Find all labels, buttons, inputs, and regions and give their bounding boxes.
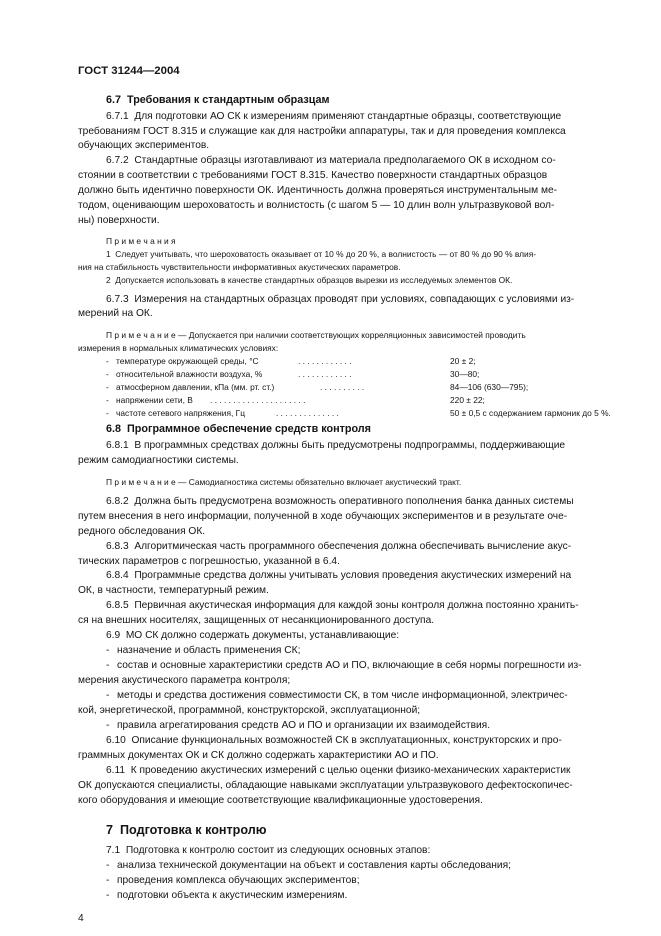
note-line: 2 Допускается использовать в качестве стандартных образцов вырезки из исследуемых элементов ОК. (106, 275, 513, 285)
list-item: подготовки объекта к акустическим измерениям. (117, 890, 348, 901)
list-dash: - (106, 720, 110, 731)
paragraph-line: 6.8.5 Первичная акустическая информация для каждой зоны контроля должна постоянно хранить- (106, 600, 579, 611)
paragraph-line: тодом, оценивающим шероховатость и волнистость (с шагом 5 — 10 длин волн ультразвуковой вол- (78, 200, 555, 211)
list-item-continuation: кой, энергетической, программной, конструкторской, эксплуатационной; (78, 705, 421, 716)
list-dash: - (106, 382, 109, 392)
paragraph-line: ны) поверхности. (78, 215, 160, 226)
list-dash: - (106, 408, 109, 418)
section-heading-7: 7 Подготовка к контролю (106, 823, 267, 837)
paragraph-line: 6.8.1 В программных средствах должны быть предусмотрены подпрограммы, поддерживающие (106, 440, 566, 451)
list-dash: - (106, 395, 109, 405)
condition-label: относительной влажности воздуха, % (116, 369, 263, 379)
condition-value: 220 ± 22; (450, 395, 485, 405)
paragraph-line: мерений на ОК. (78, 308, 153, 319)
list-item: назначение и область применения СК; (117, 645, 301, 656)
paragraph-line: 6.8.2 Должна быть предусмотрена возможность оперативного пополнения банка данных системы (106, 496, 574, 507)
note-line: ния на стабильность чувствительности информативных акустических параметров. (78, 262, 401, 272)
condition-value: 84—106 (630—795); (450, 382, 529, 392)
paragraph-line: ОК, в частности, температурный режим. (78, 585, 269, 596)
document-header: ГОСТ 31244—2004 (78, 65, 180, 77)
list-item-continuation: мерения акустического параметра контроля; (78, 675, 291, 686)
paragraph-line: 6.7.3 Измерения на стандартных образцах проводят при условиях, совпадающих с условиями из- (106, 294, 575, 305)
condition-leader-dots: . . . . . . . . . . . . . . . . . . . . . (210, 395, 306, 405)
condition-label: напряжении сети, В (116, 395, 193, 405)
condition-label: частоте сетевого напряжения, Гц (116, 408, 245, 418)
paragraph-line: ОК допускаются специалисты, обладающие навыками эксплуатации ультразвукового дефектоскопичес- (78, 780, 573, 791)
condition-label: температуре окружающей среды, °С (116, 356, 259, 366)
paragraph-line: ся на внешних носителях, защищенных от несанкционированного доступа. (78, 615, 435, 626)
paragraph-line: тических параметров с погрешностью, указанной в 6.4. (78, 556, 340, 567)
condition-label: атмосферном давлении, кПа (мм. рт. ст.) (116, 382, 275, 392)
section-heading-6-7: 6.7 Требования к стандартным образцам (106, 94, 330, 106)
condition-value: 30—80; (450, 369, 480, 379)
list-item: состав и основные характеристики средств АО и ПО, включающие в себя нормы погрешности из- (117, 660, 582, 671)
paragraph-line: 7.1 Подготовка к контролю состоит из следующих основных этапов: (106, 845, 431, 856)
paragraph-line: должно быть идентично поверхности ОК. Идентичность должна проверяться инструментальным ме- (78, 185, 558, 196)
list-item: проведения комплекса обучающих экспериментов; (117, 875, 360, 886)
list-dash: - (106, 369, 109, 379)
note-line: 1 Следует учитывать, что шероховатость оказывает от 10 % до 20 %, а волнистость — от 80 % до 90 % влия- (106, 249, 537, 259)
paragraph-line: 6.8.3 Алгоритмическая часть программного обеспечения должна обеспечивать вычисление акус- (106, 541, 572, 552)
paragraph-line: 6.7.2 Стандартные образцы изготавливают из материала предполагаемого ОК в исходном со- (106, 155, 556, 166)
list-item: методы и средства достижения совместимости СК, в том числе информационной, электричес- (117, 690, 568, 701)
condition-leader-dots: . . . . . . . . . . . . . . (276, 408, 339, 418)
note-line: П р и м е ч а н и е — Самодиагностика системы обязательно включает акустический тракт. (106, 477, 462, 487)
note-line: П р и м е ч а н и е — Допускается при наличии соответствующих корреляционных зависимостей проводить (106, 330, 526, 340)
list-dash: - (106, 860, 110, 871)
condition-value: 20 ± 2; (450, 356, 476, 366)
paragraph-line: 6.8.4 Программные средства должны учитывать условия проведения акустических измерений на (106, 570, 572, 581)
paragraph-line: режим самодиагностики системы. (78, 455, 239, 466)
list-dash: - (106, 875, 110, 886)
paragraph-line: кого оборудования и имеющие соответствующие квалификационные удостоверения. (78, 795, 483, 806)
list-dash: - (106, 690, 110, 701)
paragraph-line: требованиям ГОСТ 8.315 и служащие как для настройки аппаратуры, так и для проведения комплекса (78, 126, 566, 137)
paragraph-line: путем внесения в него информации, полученной в ходе обучающих экспериментов и в результате оче- (78, 511, 568, 522)
paragraph-line: 6.7.1 Для подготовки АО СК к измерениям применяют стандартные образцы, соответствующие (106, 111, 562, 122)
list-dash: - (106, 356, 109, 366)
list-item: анализа технической документации на объект и составления карты обследования; (117, 860, 511, 871)
condition-value: 50 ± 0,5 с содержанием гармоник до 5 %. (450, 408, 611, 418)
condition-leader-dots: . . . . . . . . . . . . (298, 356, 352, 366)
paragraph-line: стоянии в соответствии с требованиями ГОСТ 8.315. Качество поверхности стандартных образцов (78, 170, 548, 181)
paragraph-line: граммных документах ОК и СК должно содержать характеристики АО и ПО. (78, 750, 439, 761)
list-dash: - (106, 645, 110, 656)
paragraph-line: обучающих экспериментов. (78, 140, 210, 151)
notes-title: П р и м е ч а н и я (106, 236, 176, 246)
list-dash: - (106, 660, 110, 671)
paragraph-line: редного обследования ОК. (78, 526, 206, 537)
list-dash: - (106, 890, 110, 901)
condition-leader-dots: . . . . . . . . . . . . (298, 369, 352, 379)
paragraph-line: 6.11 К проведению акустических измерений с целью оценки физико-механических характеристик (106, 765, 571, 776)
note-line: измерения в нормальных климатических условиях: (78, 343, 279, 353)
condition-leader-dots: . . . . . . . . . . (320, 382, 365, 392)
page-number: 4 (78, 913, 84, 924)
paragraph-line: 6.10 Описание функциональных возможностей СК в эксплуатационных, конструкторских и про- (106, 735, 562, 746)
section-heading-6-8: 6.8 Программное обеспечение средств контроля (106, 423, 371, 435)
list-item: правила агрегатирования средств АО и ПО и организации их взаимодействия. (117, 720, 491, 731)
paragraph-line: 6.9 МО СК должно содержать документы, устанавливающие: (106, 630, 400, 641)
